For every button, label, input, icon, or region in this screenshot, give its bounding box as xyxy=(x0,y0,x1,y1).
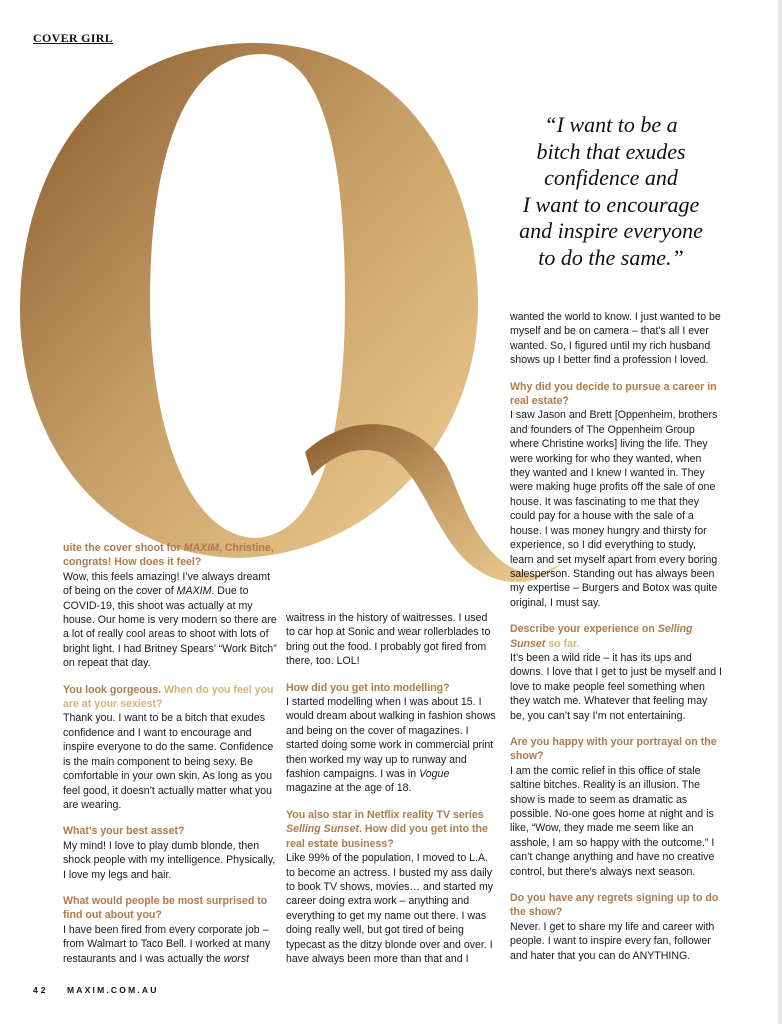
answer-paragraph: My mind! I love to play dumb blonde, then shock people with my intelligence. Physically, I love my legs and hair. xyxy=(63,839,276,881)
question-heading: You also star in Netflix reality TV series Selling Sunset. How did you get into the real estate business? xyxy=(286,808,488,850)
pull-quote-line: and inspire everyone xyxy=(519,218,703,243)
answer-paragraph: Wow, this feels amazing! I’ve always dreamt of being on the cover of MAXIM. Due to COVID-19, this shoot was actually at my house. Our home is very modern so there are a lot of really cool areas to shoot with lots of bright light. I had Britney Spears’ “Work Bitch” on repeat that day. xyxy=(63,570,277,670)
question-heading: uite the cover shoot for MAXIM, Christine, congrats! How does it feel? xyxy=(63,542,274,569)
page-footer xyxy=(33,985,159,995)
question-heading: What’s your best asset? xyxy=(63,825,185,838)
article-column-1 xyxy=(63,541,281,978)
question-heading: How did you get into modelling? xyxy=(286,681,450,694)
q-glyph xyxy=(20,43,562,582)
pull-quote-line: confidence and xyxy=(544,165,678,190)
question-heading: Do you have any regrets signing up to do the show? xyxy=(510,892,719,919)
article-column-3 xyxy=(510,310,722,975)
answer-paragraph: I started modelling when I was about 15. I would dream about walking in fashion shows and being on the cover of magazines. I started doing some work in commercial print then worked my way up to runway and fashion campaigns. I was in Vogue magazine at the age of 18. xyxy=(286,696,496,795)
answer-paragraph: I am the comic relief in this office of stale saltine bitches. Reality is an illusion. The show is made to seem as dramatic as possible. No-one goes home at night and is like, “Wow, they made me seem like an asshole, I am so happy with the outcome.” I can’t change anything and have no creative control, but there’s always next season. xyxy=(510,764,715,878)
pull-quote-line: bitch that exudes xyxy=(536,138,686,164)
pull-quote-line: I want to encourage xyxy=(522,191,700,217)
section-label: COVER GIRL xyxy=(33,31,114,45)
answer-paragraph: Never. I get to share my life and career with people. I want to inspire every fan, follower and hater that you can do ANYTHING. xyxy=(510,920,715,962)
question-heading: Describe your experience on Selling Sunset so far. xyxy=(510,623,693,650)
answer-paragraph: Thank you. I want to be a bitch that exudes confidence and I want to encourage and inspire everyone to do the same. Confidence is the main component to being sexy. Be comfortable in your own skin. As long as you feel good, it doesn’t actually matter what you are wearing. xyxy=(63,712,274,811)
pull-quote-line: “I want to be a xyxy=(544,112,678,137)
question-heading: Are you happy with your portrayal on the show? xyxy=(510,735,717,763)
answer-paragraph: It’s been a wild ride – it has its ups and downs. I love that I get to just be myself and I love to make people feel something when they watch me. Whatever that feeling may be, you can’t say I’m not entertaining. xyxy=(510,651,722,722)
answer-paragraph: waitress in the history of waitresses. I used to car hop at Sonic and wear rollerblades to bring out the food. I probably got fired from there, too. LOL! xyxy=(286,612,491,668)
question-heading: Why did you decide to pursue a career in real estate? xyxy=(510,380,717,408)
pull-quote-line: to do the same.” xyxy=(538,244,684,270)
answer-paragraph: I saw Jason and Brett [Oppenheim, brothers and founders of The Oppenheim Group where Christine works] living the life. They were working for who they wanted, when they wanted and I knew I wanted in. They were making huge profits off the sale of one house. It was fascinating to me that they could pay for a house with the sale of a house. I was money hungry and thirsty for experience, so I did everything to study, learn and set myself apart from every boring salesperson. Standing out has always been my expertise – Burgers and Botox was quite original, I must say. xyxy=(510,409,718,609)
page-number: 42 xyxy=(33,985,49,995)
pull-quote xyxy=(490,112,732,271)
question-heading: You look gorgeous. When do you feel you are at your sexiest? xyxy=(63,683,274,711)
answer-paragraph: I have been fired from every corporate job – from Walmart to Taco Bell. I worked at many restaurants and I was actually the worst xyxy=(63,923,271,965)
answer-paragraph: wanted the world to know. I just wanted to be myself and be on camera – that’s all I ever wanted. So, I figured until my rich husband shows up I better find a profession I loved. xyxy=(510,311,721,367)
footer-site: MAXIM.COM.AU xyxy=(67,985,159,995)
article-column-2 xyxy=(286,611,498,978)
question-heading: What would people be most surprised to find out about you? xyxy=(63,894,268,922)
answer-paragraph: Like 99% of the population, I moved to L.A. to become an actress. I busted my ass daily to book TV shows, movies… and started my career doing extra work – anything and everything to get my name out there. I was doing really well, but got tired of being typecast as the ditzy blonde over and over. I have always been more than that and I xyxy=(286,852,494,965)
